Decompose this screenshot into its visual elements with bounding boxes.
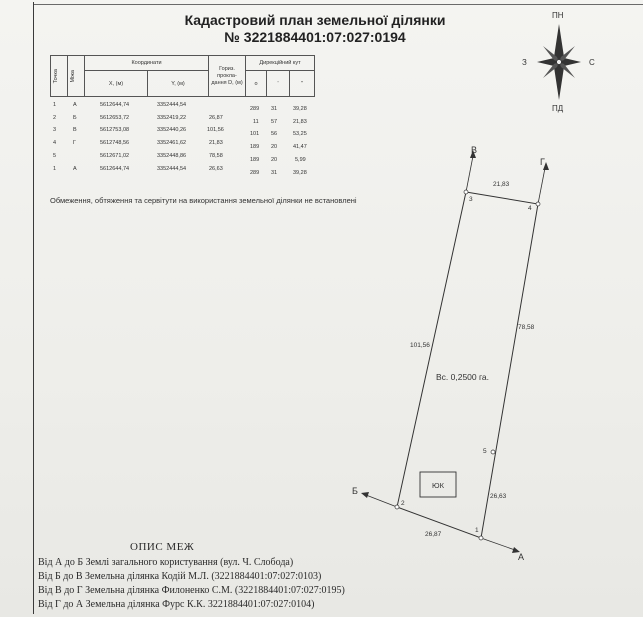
boundary-line-a-b: Від А до Б Землі загального користування (вул. Ч. Слобода) bbox=[38, 557, 294, 568]
vertex-5 bbox=[491, 450, 495, 454]
header-direction: Дирекційний кут bbox=[246, 56, 315, 71]
extension-line-b bbox=[366, 495, 397, 507]
compass-west: З bbox=[522, 58, 527, 67]
point-label-5: 5 bbox=[483, 448, 487, 455]
compass-north: ПН bbox=[552, 11, 564, 20]
point-label-3: 3 bbox=[469, 196, 473, 203]
compass-rose-icon bbox=[537, 24, 581, 100]
point-label-4: 4 bbox=[528, 205, 532, 212]
header-min: ' bbox=[267, 71, 290, 97]
extension-line-v bbox=[466, 156, 473, 192]
parcel-boundary bbox=[397, 192, 538, 538]
corner-label-v: В bbox=[471, 145, 478, 155]
point-label-1: 1 bbox=[475, 527, 479, 534]
length-left: 101,56 bbox=[410, 342, 430, 349]
header-sec: " bbox=[290, 71, 315, 97]
arrow-b-icon bbox=[361, 492, 369, 498]
header-horizontal: Гориз. прокла- дання D, (м) bbox=[209, 56, 246, 97]
vertex-3 bbox=[464, 190, 468, 194]
length-right: 78,58 bbox=[518, 324, 535, 331]
extension-line-a bbox=[481, 538, 515, 550]
header-deg: о bbox=[246, 71, 267, 97]
document-page: Кадастровий план земельної ділянки № 3221884401:07:027:0194 Точка Міжа Координати Гориз. прокла- дання D, (м) Дирекційний кут X, (м) Y, (м) о ' " 1 А 5612644,74 3352444,54 289 31 39,28 2 Б 5612653,72 3352419,22 26,87 11 57 21,83 3 В 5612753,08 3352440,26 101,56 101 56 53,25 4 Г 5612748,56 3352461,62 21,83 189 20 41,47 5 5612671,02 3352448,86 78,58 189 20 5,99 1 А 5612644,74 3352444,54 26,63 289 31 39,28 Обмеження, обтяження та сервітути на використання земельної ділянки не встановлені ПН ПД З С В Г Б А 3 4 5 1 2 21,83 101,56 78,58 26,63 26,87 Вс. 0,2500 га. ЮК ОПИС МЕЖ Від А до Б Землі загального користування (вул. Ч. Слобода) Від Б до В Земельна ділянка Кодій М.Л. (3221884401:07:027:0103) Від В до Г Земельна ділянка Филоненко С.М. (3221884401:07:027:0195) Від Г до А Земельна ділянка Фурс К.К. 3221884401:07:027:0104) bbox=[0, 0, 643, 617]
boundary-line-b-v: Від Б до В Земельна ділянка Кодій М.Л. (3221884401:07:027:0103) bbox=[38, 571, 322, 582]
boundary-description-title: ОПИС МЕЖ bbox=[130, 541, 195, 553]
length-bottom: 26,87 bbox=[425, 531, 442, 538]
extension-line-g bbox=[538, 168, 545, 204]
point-label-2: 2 bbox=[401, 500, 405, 507]
restriction-note: Обмеження, обтяження та сервітути на використання земельної ділянки не встановлені bbox=[50, 196, 357, 205]
title-cadastral-number: № 3221884401:07:027:0194 bbox=[224, 29, 406, 45]
header-point: Точка bbox=[51, 56, 68, 97]
boundary-line-v-g: Від В до Г Земельна ділянка Филоненко С.М. (3221884401:07:027:0195) bbox=[38, 585, 345, 596]
header-coords: Координати bbox=[85, 56, 209, 71]
building-label: ЮК bbox=[432, 481, 444, 490]
header-mark: Міжа bbox=[68, 56, 85, 97]
vertex-2 bbox=[395, 505, 399, 509]
title-line-1: Кадастровий план земельної ділянки bbox=[184, 12, 446, 28]
area-label: Вс. 0,2500 га. bbox=[436, 372, 490, 382]
corner-label-g: Г bbox=[540, 157, 545, 167]
vertex-1 bbox=[479, 536, 483, 540]
header-x: X, (м) bbox=[85, 71, 148, 97]
length-right-lower: 26,63 bbox=[490, 493, 507, 500]
vertex-4 bbox=[536, 202, 540, 206]
corner-label-b: Б bbox=[352, 486, 358, 496]
corner-label-a: А bbox=[518, 552, 525, 562]
boundary-line-g-a: Від Г до А Земельна ділянка Фурс К.К. 3221884401:07:027:0104) bbox=[38, 599, 315, 610]
compass-south: ПД bbox=[552, 104, 564, 113]
header-y: Y, (м) bbox=[148, 71, 209, 97]
length-top: 21,83 bbox=[493, 181, 510, 188]
compass-east: С bbox=[589, 58, 595, 67]
